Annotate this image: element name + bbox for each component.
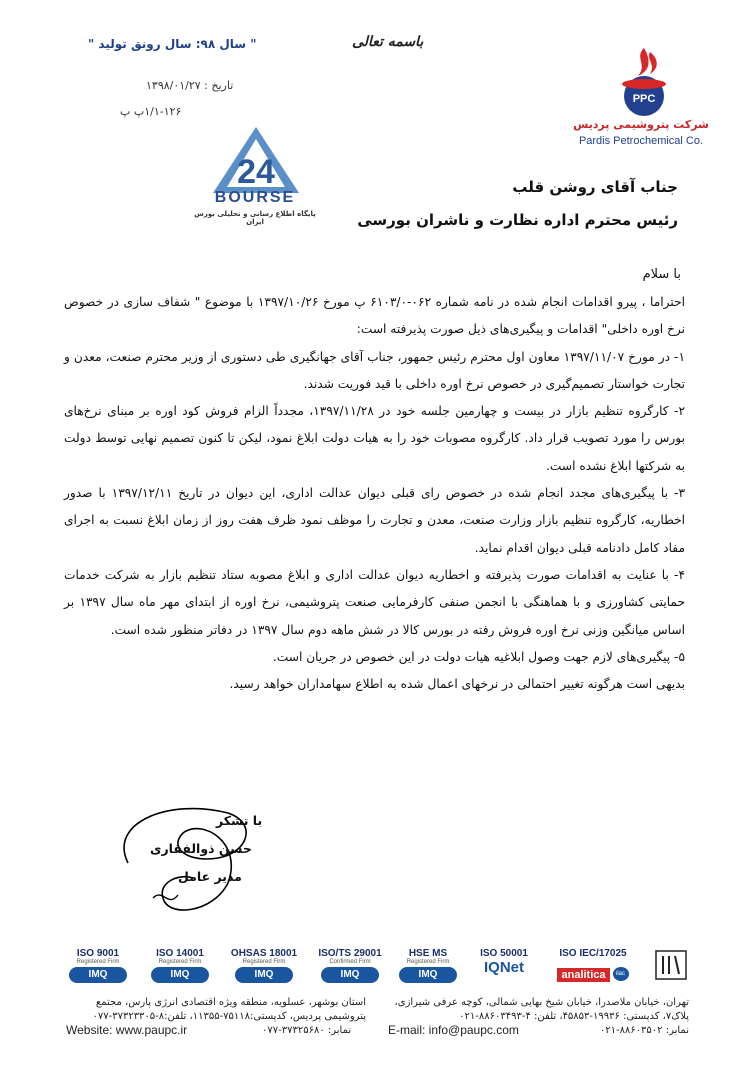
letter-date: تاریخ : ۱۳۹۸/۰۱/۲۷	[146, 79, 234, 92]
imq-badge-icon: IMQ	[235, 967, 293, 983]
addressee-title: رئیس محترم اداره نظارت و ناشران بورسی	[357, 211, 678, 229]
paragraph-2: ۲- کارگروه تنظیم بازار در بیست و چهارمین جلسه خود در ۱۳۹۷/۱۱/۲۸، مجدداً الزام فروش کود اوره بر مبنای نرخ‌های بورس را مورد تصویب قرار داد. کارگروه مصوبات خود را به هیات دولت ابلاغ نمود، لیکن تا کنون تصمیم نهایی توسط دولت به شرکتها ابلاغ نشده است.	[64, 404, 686, 473]
signature-block	[108, 803, 263, 918]
paragraph-intro: احتراما ، پیرو اقدامات انجام شده در نامه شماره ۰۶۲-۶۱۰۳/۰ پ مورخ ۱۳۹۷/۱۰/۲۶ با موضوع " شفاف سازی در خصوص نرخ اوره داخلی" اقدامات و پیگیری‌های ذیل صورت پذیرفته است:	[64, 295, 685, 337]
paragraph-3: ۳- با پیگیری‌های مجدد انجام شده در خصوص رای قبلی دیوان عدالت اداری، این دیوان در تاریخ ۱۳۹۷/۱۲/۱۱ با صدور اخطاریه، کارگروه تنظیم بازار وزارت صنعت، معدن و تجارت را موظف نمود ظرف هفت روز از زمان ابلاغ نسبت به اجرای مفاد کامل دادنامه قبلی دیوان اقدام نماید.	[64, 486, 685, 555]
bourse-wordmark: BOURSE	[214, 189, 296, 206]
company-name-en: Pardis Petrochemical Co.	[578, 135, 704, 147]
paragraph-4: ۴- با عنایت به اقدامات صورت پذیرفته و اخطاریه دیوان عدالت اداری و ابلاغ مصوبه ستاد تنظیم بازار به شرکت خدمات حمایتی کشاورزی و با هماهنگی با انجمن صنفی کارفرمایی صنعت پتروشیمی، نرخ اوره از ابتدای مهر ماه سال ۱۳۹۷ بر اساس میانگین وزنی نرخ اوره فروش رفته در بورس کالا در شش ماهه دوم سال ۱۳۹۷ در دفاتر منظور شده است.	[64, 567, 686, 637]
greeting: با سلام	[642, 267, 681, 282]
footer-site-contact: پتروشیمی پردیس، کدپستی:۷۵۱۱۸-۱۱۳۵۵، تلفن:۸-۳۷۳۲۳۳۰۵-۰۷۷	[92, 1011, 366, 1022]
year-slogan: " سال ۹۸: سال رونق تولید "	[88, 37, 257, 51]
signer-title: مدیر عامل	[178, 869, 242, 884]
imq-badge-icon: IMQ	[399, 967, 457, 983]
company-name-fa: شرکت پتروشیمی پردیس	[573, 118, 709, 131]
standard-mark-icon	[655, 950, 687, 980]
cert-isots29001: ISO/TS 29001 Confirmed Firm IMQ	[308, 948, 392, 983]
signer-name: حسن ذوالفقاری	[150, 841, 252, 856]
cert-iso14001: ISO 14001 Registered Firm IMQ	[142, 948, 218, 983]
bourse-logo-icon	[195, 125, 317, 195]
cert-hsems: HSE MS Registered Firm IMQ	[390, 948, 466, 983]
bourse-subtitle: پایگاه اطلاع رسانی و تحلیلی بورس ایران	[194, 210, 316, 226]
cert-iso9001: ISO 9001 Registered Firm IMQ	[60, 948, 136, 983]
imq-badge-icon: IMQ	[69, 967, 127, 983]
footer-site-address: استان بوشهر، عسلویه، منطقه ویژه اقتصادی انرژی پارس، مجتمع	[95, 997, 366, 1008]
certifications-row	[60, 948, 696, 990]
footer-tehran-contact: پلاک۷، کدپستی: ۱۹۹۳۶-۴۵۸۵۳، تلفن: ۴-۸۸۶۰۳۴۹۳-۰۲۱	[459, 1011, 689, 1022]
letter-body	[64, 289, 685, 698]
paragraph-closing: بدیهی است هرگونه تغییر احتمالی در نرخهای اعمال شده به اطلاع سهامداران خواهد رسید.	[229, 677, 685, 692]
imq-badge-icon: IMQ	[321, 967, 379, 983]
footer-tehran-fax: نمابر: ۸۸۶۰۳۵۰۲-۰۲۱	[599, 1025, 689, 1036]
imq-badge-icon: IMQ	[151, 967, 209, 983]
paragraph-1: ۱- در مورخ ۱۳۹۷/۱۱/۰۷ معاون اول محترم رئیس جمهور، جناب آقای جهانگیری طی دستوری از وزیر محترم صنعت، معدن و تجارت خواستار تصمیم‌گیری در خصوص نرخ اوره داخلی با قید فوریت شدند.	[64, 349, 685, 391]
basmala: باسمه تعالی	[352, 34, 424, 50]
letter-number: ۱/۱-۱۲۶پ پ	[120, 105, 182, 118]
ppc-logo-icon	[604, 44, 684, 120]
ilac-logo-icon: ilac	[613, 967, 629, 981]
ppc-logo-text: PPC	[632, 93, 656, 105]
cert-iso50001: ISO 50001 IQNet	[468, 948, 540, 976]
analitica-logo: analitica	[557, 968, 609, 982]
footer-site-fax: نمابر: ۳۷۳۲۵۶۸۰-۰۷۷	[262, 1025, 352, 1036]
cert-iso17025: ISO IEC/17025 analitica ilac	[559, 948, 627, 981]
footer-tehran-address: تهران، خیابان ملاصدرا، خیابان شیخ بهایی شمالی، کوچه عرفی شیرازی،	[394, 997, 689, 1008]
iqnet-logo: IQNet	[483, 959, 524, 976]
bourse-logo-number: 24	[237, 153, 275, 191]
paragraph-5: ۵- پیگیری‌های لازم جهت وصول ابلاغیه هیات دولت در این خصوص در جریان است.	[272, 649, 685, 664]
footer-email: E-mail: info@paupc.com	[388, 1023, 519, 1037]
signature-thanks: با تشکر	[216, 813, 263, 828]
addressee-name: جناب آقای روشن قلب	[512, 178, 678, 196]
footer-website: Website: www.paupc.ir	[66, 1023, 188, 1037]
cert-ohsas18001: OHSAS 18001 Registered Firm IMQ	[224, 948, 304, 983]
